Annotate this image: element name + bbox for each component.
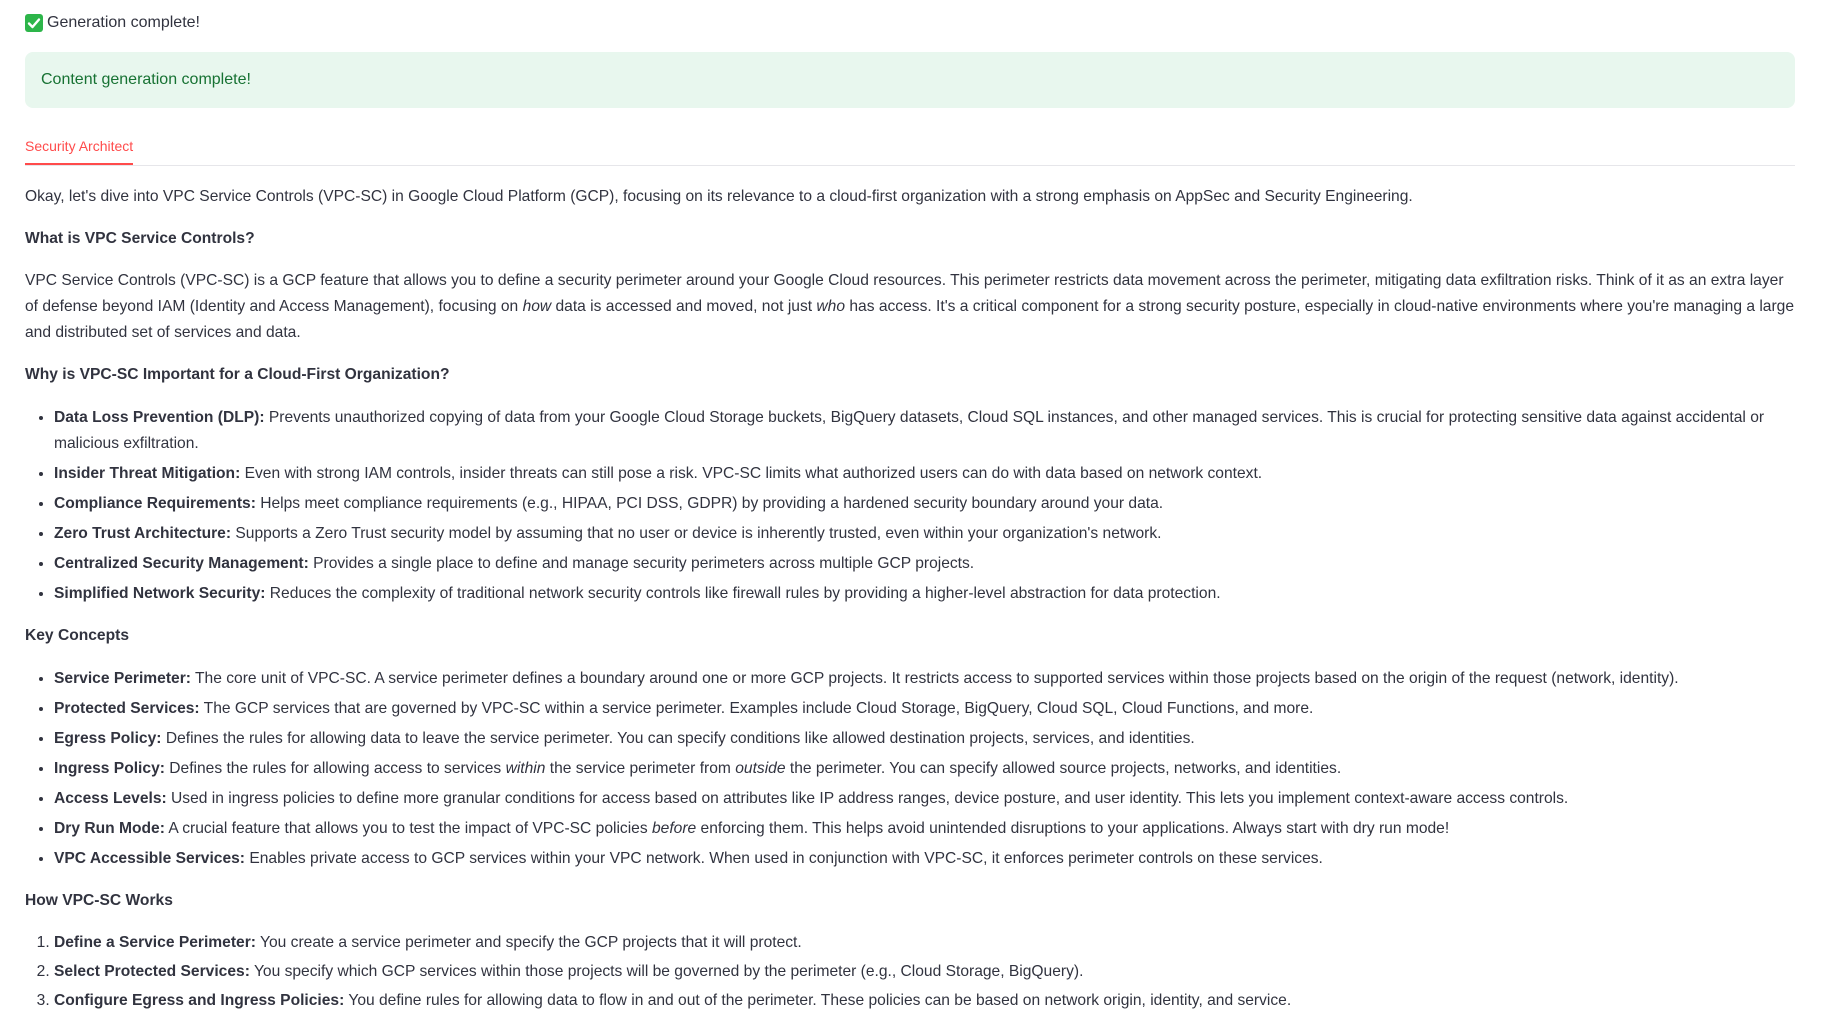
what-paragraph [25,268,1795,346]
list-item [54,988,1795,1014]
list-item-desc: Enables private access to GCP services within your VPC network. When used in conjunction with VPC-SC, it enforces perimeter controls on these services. [245,850,1323,867]
list-item-desc: the service perimeter from [545,760,736,777]
why-list [25,404,1795,607]
what-heading: What is VPC Service Controls? [25,230,255,247]
list-item-term: Protected Services: [54,700,200,717]
list-item-term: Zero Trust Architecture: [54,525,232,542]
list-item [54,550,1795,577]
why-heading: Why is VPC-SC Important for a Cloud-First Organization? [25,366,450,383]
concepts-list [25,665,1795,872]
success-alert [25,52,1795,108]
list-item-term: Select Protected Services: [54,963,250,980]
list-item-desc: the perimeter. You can specify allowed source projects, networks, and identities. [785,760,1342,777]
list-item [54,785,1795,812]
intro-paragraph: Okay, let's dive into VPC Service Controls (VPC-SC) in Google Cloud Platform (GCP), focusing on its relevance to a cloud-first organization with a strong emphasis on AppSec and Security Engineering. [25,188,1413,205]
concepts-heading: Key Concepts [25,627,129,644]
list-item-term: Simplified Network Security: [54,585,266,602]
list-item-desc: enforcing them. This helps avoid unintended disruptions to your applications. Always start with dry run mode! [696,820,1450,837]
list-item-term: Access Levels: [54,790,167,807]
list-item-desc: Helps meet compliance requirements (e.g., HIPAA, PCI DSS, GDPR) by providing a hardened security boundary around your data. [255,495,1164,512]
list-item-desc: Prevents unauthorized copying of data from your Google Cloud Storage buckets, BigQuery datasets, Cloud SQL instances, and other managed services. This is crucial for protecting sensitive data against accidental or malicious exfiltration. [54,409,1765,452]
list-item-term: Centralized Security Management: [54,555,309,572]
list-item [54,930,1795,956]
list-item-term: Insider Threat Mitigation: [54,465,241,482]
list-item-desc: Provides a single place to define and manage security perimeters across multiple GCP projects. [308,555,975,572]
list-item-desc: Even with strong IAM controls, insider threats can still pose a risk. VPC-SC limits what authorized users can do with data based on network context. [240,465,1263,482]
ingress-em-within: within [505,760,546,777]
ingress-em-outside: outside [735,760,786,777]
list-item-term: VPC Accessible Services: [54,850,245,867]
status-text: Generation complete! [47,14,200,31]
list-item [54,490,1795,517]
list-item [54,580,1795,607]
list-item-desc: You create a service perimeter and specify the GCP projects that it will protect. [255,934,802,951]
list-item-term: Data Loss Prevention (DLP): [54,409,265,426]
list-item-desc: Defines the rules for allowing data to leave the service perimeter. You can specify conditions like allowed destination projects, services, and identities. [161,730,1195,747]
tab-security-architect[interactable]: Security Architect [25,138,133,165]
list-item [54,755,1795,782]
list-item-term: Ingress Policy: [54,760,165,777]
success-alert-text: Content generation complete! [41,71,251,88]
list-item [54,845,1795,872]
what-em-who: who [816,298,846,315]
check-box-icon [25,14,43,32]
list-item-term: Configure Egress and Ingress Policies: [54,992,345,1009]
list-item-term: Dry Run Mode: [54,820,165,837]
list-item [54,725,1795,752]
list-item-desc: Supports a Zero Trust security model by assuming that no user or device is inherently trusted, even within your organization's network. [231,525,1162,542]
list-item-desc: The GCP services that are governed by VPC-SC within a service perimeter. Examples include Cloud Storage, BigQuery, Cloud SQL, Cloud Functions, and more. [199,700,1314,717]
list-item-term: Define a Service Perimeter: [54,934,256,951]
list-item-term: Compliance Requirements: [54,495,256,512]
tab-bar [25,128,1795,166]
list-item-desc: Used in ingress policies to define more granular conditions for access based on attributes like IP address ranges, device posture, and user identity. This lets you implement context-aware access controls. [166,790,1569,807]
article-content [25,184,1795,1030]
list-item-desc: The core unit of VPC-SC. A service perimeter defines a boundary around one or more GCP projects. It restricts access to supported services within those projects based on the origin of the request (network, identity). [190,670,1679,687]
dry-run-em-before: before [652,820,697,837]
list-item [54,404,1795,457]
list-item [54,665,1795,692]
list-item-term: Egress Policy: [54,730,162,747]
list-item [54,959,1795,985]
list-item [54,815,1795,842]
list-item-term: Service Perimeter: [54,670,191,687]
list-item-desc: A crucial feature that allows you to test the impact of VPC-SC policies [164,820,652,837]
what-text-3: has access. It's a critical component for a strong security posture, especially in cloud-native environments where you're managing a large and distributed set of services and data. [25,298,1795,341]
list-item-desc: You specify which GCP services within those projects will be governed by the perimeter (e.g., Cloud Storage, BigQuery). [249,963,1084,980]
list-item-desc: Defines the rules for allowing access to services [164,760,506,777]
what-text-2: data is accessed and moved, not just [551,298,817,315]
list-item-desc: You define rules for allowing data to flow in and out of the perimeter. These policies can be based on network origin, identity, and service. [344,992,1292,1009]
list-item [54,520,1795,547]
what-text-1: VPC Service Controls (VPC-SC) is a GCP feature that allows you to define a security perimeter around your Google Cloud resources. This perimeter restricts data movement across the perimeter, mitigating data exfiltration risks. Think of it as an extra layer of defense beyond IAM (Identity and Access Management), focusing on [25,272,1784,315]
what-em-how: how [522,298,552,315]
how-heading: How VPC-SC Works [25,892,173,909]
how-steps-list [25,930,1795,1014]
list-item [54,460,1795,487]
list-item-desc: Reduces the complexity of traditional network security controls like firewall rules by providing a higher-level abstraction for data protection. [265,585,1221,602]
generation-status [25,14,200,32]
list-item [54,695,1795,722]
